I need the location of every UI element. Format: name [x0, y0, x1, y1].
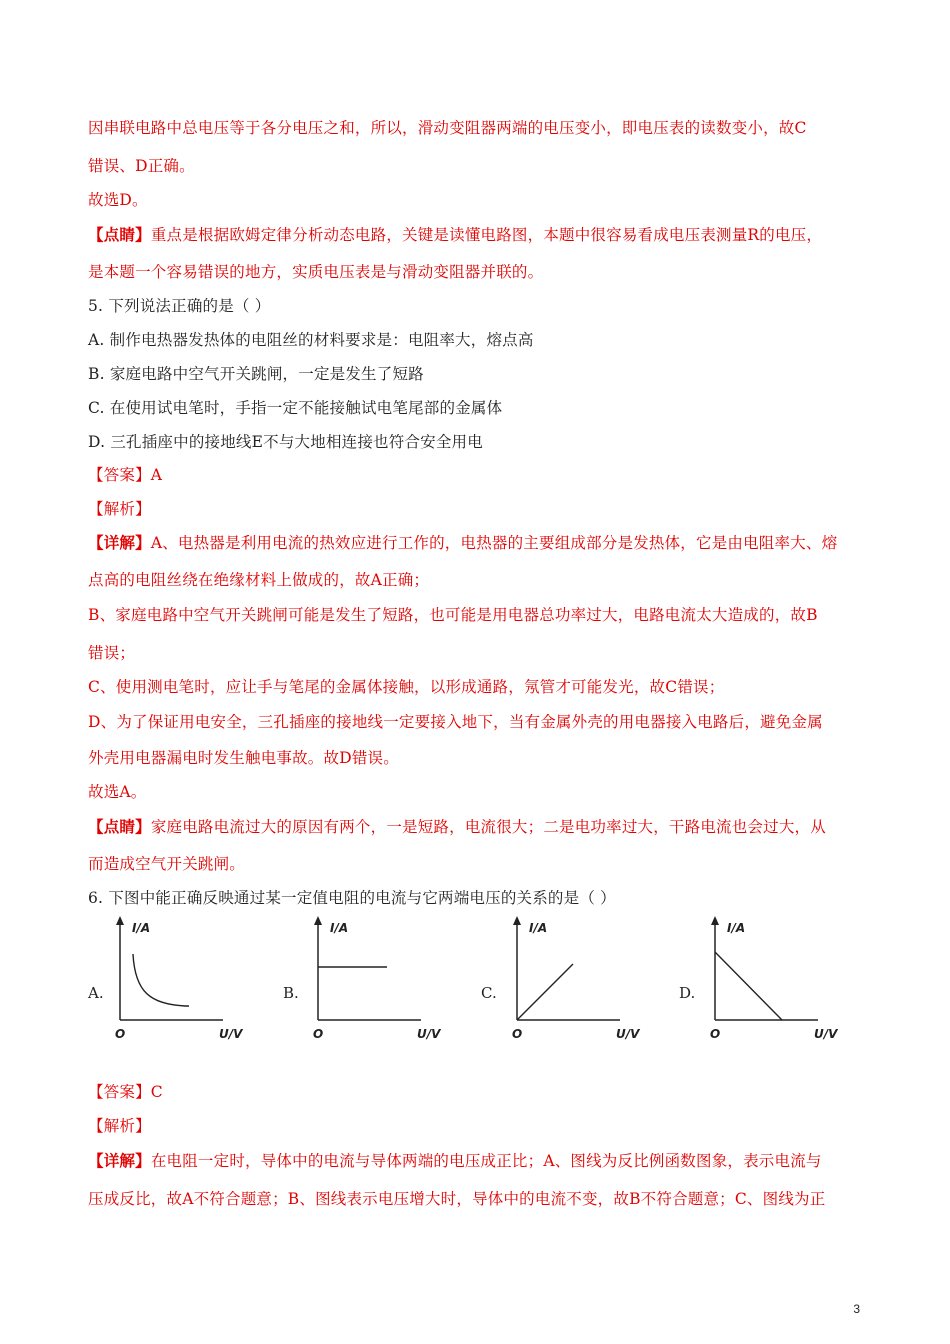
origin-label: O: [512, 1027, 523, 1041]
origin-label: O: [710, 1027, 721, 1041]
question-6: 6. 下图中能正确反映通过某一定值电阻的电流与它两端电压的关系的是（ ）: [88, 889, 616, 907]
graph-option-label: D.: [679, 984, 696, 1002]
text-line: 错误、D正确。: [88, 157, 195, 175]
graph-option-label: C.: [481, 984, 497, 1002]
graph-c: [502, 912, 682, 1042]
option-a: A. 制作电热器发热体的电阻丝的材料要求是：电阻率大，熔点高: [88, 331, 534, 349]
detail-text: 在电阻一定时，导体中的电流与导体两端的电压成正比；A、图线为反比例函数图象，表示电流与: [150, 1152, 822, 1170]
text-line: [88, 1149, 866, 1171]
text-line: 因串联电路中总电压等于各分电压之和，所以，滑动变阻器两端的电压变小，即电压表的读数变小，故C: [88, 119, 807, 137]
text-line: 是本题一个容易错误的地方，实质电压表是与滑动变阻器并联的。: [88, 263, 544, 281]
origin-label: O: [115, 1027, 126, 1041]
tip-tag: 【点睛】: [88, 817, 151, 836]
analysis-6: 【解析】: [88, 1117, 151, 1135]
y-label: I/A: [727, 921, 746, 935]
text-line: D、为了保证用电安全，三孔插座的接地线一定要接入地下，当有金属外壳的用电器接入电路后，避免金属: [88, 713, 823, 731]
option-c: C. 在使用试电笔时，手指一定不能接触试电笔尾部的金属体: [88, 399, 503, 417]
text-line: B、家庭电路中空气开关跳闸可能是发生了短路，也可能是用电器总功率过大，电路电流太大造成的，故B: [88, 606, 818, 624]
graph-d: [700, 912, 880, 1042]
y-label: I/A: [132, 921, 151, 935]
text-line: [88, 531, 866, 553]
tip-text: 重点是根据欧姆定律分析动态电路，关键是读懂电路图，本题中很容易看成电压表测量R的电压，: [150, 226, 823, 244]
text-line: 点高的电阻丝绕在绝缘材料上做成的，故A正确；: [88, 571, 430, 589]
analysis-5: 【解析】: [88, 500, 151, 518]
y-arrow: [116, 916, 124, 925]
x-label: U/V: [814, 1027, 838, 1041]
tip-text: 家庭电路电流过大的原因有两个，一是短路，电流很大；二是电功率过大，干路电流也会过大，从: [150, 818, 826, 836]
y-label: I/A: [330, 921, 349, 935]
detail-tag: 【详解】: [88, 533, 151, 552]
text-line: 外壳用电器漏电时发生触电事故。故D错误。: [88, 749, 399, 767]
detail-text: A、电热器是利用电流的热效应进行工作的，电热器的主要组成部分是发热体，它是由电阻率大、熔: [150, 534, 838, 552]
text-line: 而造成空气开关跳闸。: [88, 855, 246, 873]
text-line: 故选A。: [88, 783, 147, 801]
proportional-line: [517, 964, 573, 1020]
text-line: [88, 815, 866, 837]
inverse-curve: [133, 954, 189, 1006]
detail-tag: 【详解】: [88, 1151, 151, 1170]
decreasing-line: [715, 952, 782, 1020]
graph-option-label: B.: [283, 984, 299, 1002]
text-line: 压成反比，故A不符合题意；B、图线表示电压增大时，导体中的电流不变，故B不符合题意；C、图线为正: [88, 1190, 826, 1208]
option-b: B. 家庭电路中空气开关跳闸，一定是发生了短路: [88, 365, 424, 383]
text-line: C、使用测电笔时，应让手与笔尾的金属体接触，以形成通路，氖管才可能发光，故C错误；: [88, 678, 725, 696]
y-arrow: [711, 916, 719, 925]
origin-label: O: [313, 1027, 324, 1041]
y-arrow: [513, 916, 521, 925]
question-5: 5. 下列说法正确的是（ ）: [88, 297, 271, 315]
text-line: [88, 223, 866, 245]
page-number: 3: [853, 1302, 860, 1316]
x-label: U/V: [616, 1027, 640, 1041]
y-label: I/A: [529, 921, 548, 935]
graph-b: [303, 912, 483, 1042]
y-arrow: [314, 916, 322, 925]
graph-a: [105, 912, 285, 1042]
x-label: U/V: [417, 1027, 441, 1041]
text-line: 错误；: [88, 644, 136, 662]
answer-5: 【答案】A: [88, 466, 163, 484]
text-line: 故选D。: [88, 191, 148, 209]
option-d: D. 三孔插座中的接地线E不与大地相连接也符合安全用电: [88, 433, 483, 451]
x-label: U/V: [219, 1027, 243, 1041]
graph-option-label: A.: [88, 984, 104, 1002]
answer-6: 【答案】C: [88, 1083, 163, 1101]
tip-tag: 【点睛】: [88, 225, 151, 244]
